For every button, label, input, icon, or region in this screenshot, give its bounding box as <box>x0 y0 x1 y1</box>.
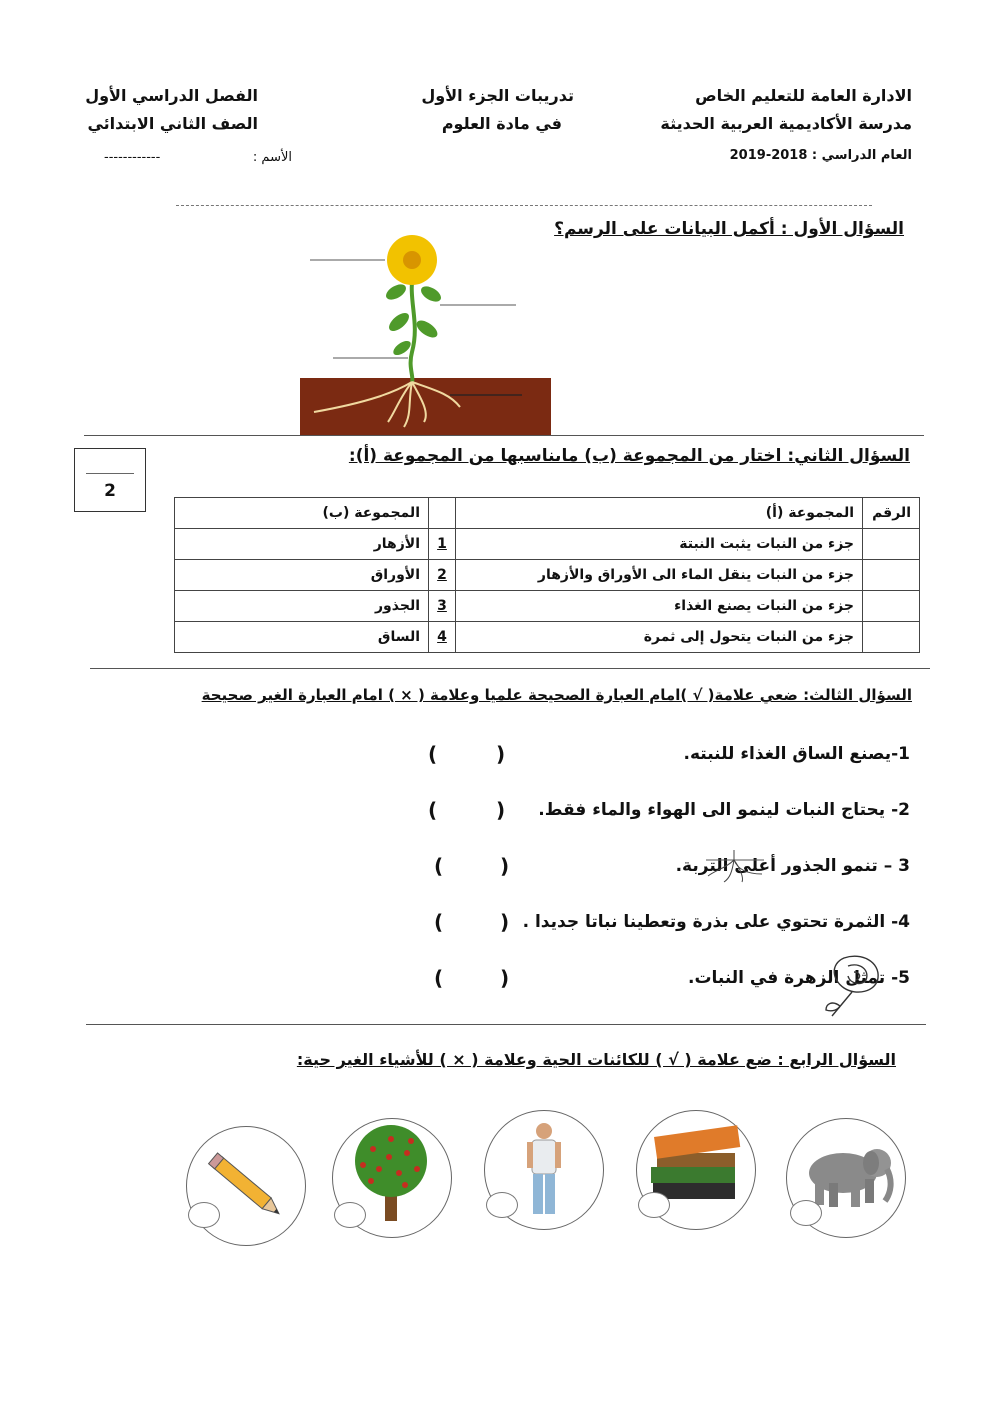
question-1-title: السؤال الأول : أكمل البيانات على الرسم؟ <box>554 219 904 239</box>
header-group-a: المجموعة (أ) <box>456 498 863 529</box>
statement-3: 3 – تنمو الجذور أعلى التربة. <box>675 856 910 876</box>
answer-paren-open[interactable]: ( <box>434 966 444 990</box>
answer-paren-close[interactable]: ) <box>500 966 510 990</box>
header-divider <box>176 205 872 206</box>
answer-paren-open[interactable]: ( <box>434 910 444 934</box>
score-value: 2 <box>104 481 116 501</box>
score-box <box>74 448 146 512</box>
header-num: الرقم <box>863 498 920 529</box>
group-b-item: الأزهار <box>175 529 429 560</box>
leaf <box>386 310 412 335</box>
section-divider <box>86 1024 926 1025</box>
leaf <box>383 281 408 302</box>
school-name: مدرسة الأكاديمية العربية الحديثة <box>660 114 912 133</box>
header-group-b: المجموعة (ب) <box>175 498 429 529</box>
answer-paren-close[interactable]: ) <box>496 742 506 766</box>
question-2-title: السؤال الثاني: اختار من المجموعة (ب) ماىناسبها من المجموعة (أ): <box>348 446 910 466</box>
answer-bubble[interactable] <box>638 1192 670 1218</box>
answer-paren-open[interactable]: ( <box>428 742 438 766</box>
answer-bubble[interactable] <box>188 1202 220 1228</box>
grade-level: الصف الثاني الابتدائي <box>87 114 258 133</box>
header-blank <box>429 498 456 529</box>
subject-name: في مادة العلوم <box>441 114 562 133</box>
academic-year: العام الدراسي : 2018-2019 <box>729 148 912 163</box>
admin-name: الادارة العامة للتعليم الخاص <box>695 86 912 105</box>
statement-5: 5- تمثل الزهرة في النبات. <box>688 968 910 988</box>
group-b-item: الجذور <box>175 591 429 622</box>
leaf <box>418 283 443 304</box>
semester: الفصل الدراسي الأول <box>85 86 258 105</box>
group-b-number: 2 <box>429 560 456 591</box>
student-name-label: الأسم : <box>252 150 292 165</box>
group-b-number: 1 <box>429 529 456 560</box>
table-row <box>175 560 920 591</box>
answer-bubble[interactable] <box>790 1200 822 1226</box>
row-num-cell[interactable] <box>863 591 920 622</box>
group-a-item: جزء من النبات يصنع الغذاء <box>456 591 863 622</box>
section-divider <box>90 668 930 669</box>
table-row <box>175 591 920 622</box>
statement-2: 2- يحتاج النبات لينمو الى الهواء والماء فقط. <box>538 800 910 820</box>
statement-4: 4- الثمرة تحتوي على بذرة وتعطينا نباتا جديدا . <box>522 912 910 932</box>
question-3-title: السؤال الثالث: ضعي علامة( √ )امام العبارة الصحيحة علميا وعلامة ( × ) امام العبارة الغير صحيحة <box>201 686 912 704</box>
score-line <box>86 473 134 474</box>
leaf <box>414 317 441 341</box>
answer-paren-close[interactable]: ) <box>496 798 506 822</box>
worksheet-title: تدريبات الجزء الأول <box>421 86 574 105</box>
matching-table <box>174 497 920 653</box>
group-a-item: جزء من النبات يثبت النبتة <box>456 529 863 560</box>
answer-bubble[interactable] <box>334 1202 366 1228</box>
answer-paren-open[interactable]: ( <box>434 854 444 878</box>
student-name-blank[interactable]: ------------ <box>104 150 161 165</box>
group-b-number: 3 <box>429 591 456 622</box>
answer-paren-open[interactable]: ( <box>428 798 438 822</box>
plant-diagram <box>300 232 560 438</box>
group-a-item: جزء من النبات يتحول إلى ثمرة <box>456 622 863 653</box>
table-row <box>175 529 920 560</box>
table-header-row <box>175 498 920 529</box>
group-b-item: الساق <box>175 622 429 653</box>
answer-paren-close[interactable]: ) <box>500 910 510 934</box>
roots-icon <box>704 850 766 884</box>
row-num-cell[interactable] <box>863 622 920 653</box>
group-b-number: 4 <box>429 622 456 653</box>
pencil-circle <box>186 1126 306 1246</box>
answer-bubble[interactable] <box>486 1192 518 1218</box>
row-num-cell[interactable] <box>863 529 920 560</box>
group-b-item: الأوراق <box>175 560 429 591</box>
section-divider <box>84 435 924 436</box>
row-num-cell[interactable] <box>863 560 920 591</box>
answer-paren-close[interactable]: ) <box>500 854 510 878</box>
question-4-title: السؤال الرابع : ضع علامة ( √ ) للكائنات الحية وعلامة ( × ) للأشياء الغير حية: <box>296 1050 896 1069</box>
stem <box>411 272 415 382</box>
rose-icon <box>822 952 888 1018</box>
group-a-item: جزء من النبات ينقل الماء الى الأوراق والأزهار <box>456 560 863 591</box>
table-row <box>175 622 920 653</box>
flower-head <box>387 235 437 285</box>
statement-1: 1-يصنع الساق الغذاء للنبته. <box>683 744 910 764</box>
